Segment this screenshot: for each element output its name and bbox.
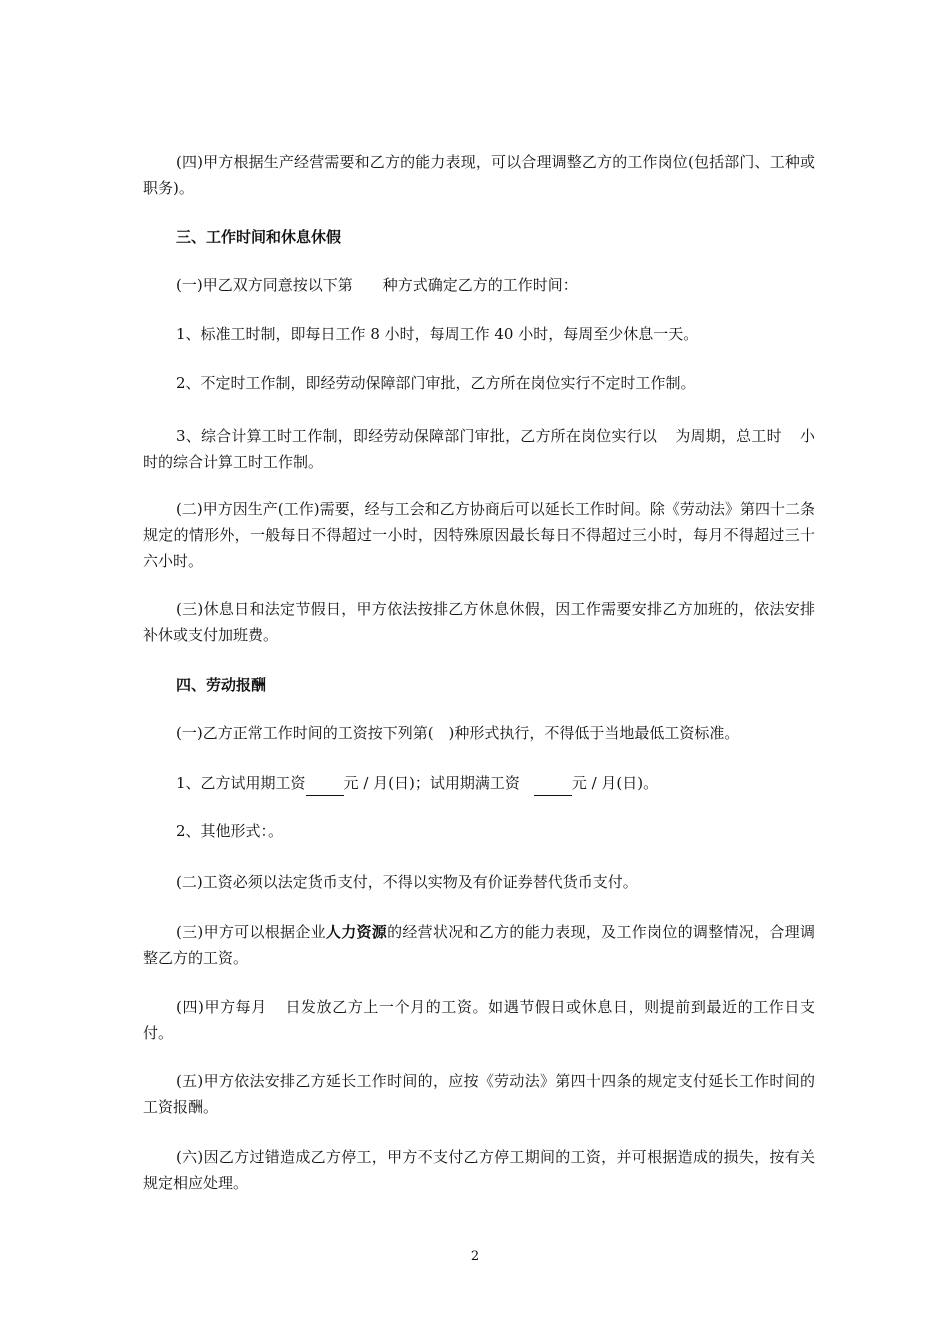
paragraph-job-adjustment: (四)甲方根据生产经营需要和乙方的能力表现，可以合理调整乙方的工作岗位(包括部门、工种或职务)。 bbox=[143, 153, 815, 197]
text-segment: 1、乙方试用期工资 bbox=[176, 774, 306, 792]
regular-wage-blank bbox=[534, 778, 572, 796]
paragraph-overtime-pay: (五)甲方依法安排乙方延长工作时间的，应按《劳动法》第四十四条的规定支付延长工作时间的工资报酬。 bbox=[143, 1072, 815, 1116]
text-segment: 的经营状况和乙方的能力表现，及工作岗位的调整情况，合理调整乙方的工资。 bbox=[143, 923, 815, 967]
paragraph-other-forms: 2、其他形式：。 bbox=[176, 822, 284, 840]
text-segment: (四)甲方每月 bbox=[176, 998, 267, 1016]
text-segment: 元 / 月(日)；试用期满工资 bbox=[343, 774, 520, 792]
section-heading-remuneration: 四、劳动报酬 bbox=[176, 676, 267, 694]
highlight-term: 人力资源 bbox=[325, 923, 388, 941]
text-segment: (一)甲乙双方同意按以下第 bbox=[176, 276, 353, 294]
text-segment: (三)甲方可以根据企业 bbox=[176, 923, 326, 941]
paragraph-comprehensive-hours bbox=[143, 423, 815, 475]
paragraph-legal-currency: (二)工资必须以法定货币支付，不得以实物及有价证券替代货币支付。 bbox=[176, 873, 638, 891]
paragraph-overtime-limits: (二)甲方因生产(工作)需要，经与工会和乙方协商后可以延长工作时间。除《劳动法》第四十二条规定的情形外，一般每日不得超过一小时，因特殊原因最长每日不得超过三小时，每月不得超过三十六小时。 bbox=[143, 500, 815, 570]
text-segment: 种方式确定乙方的工作时间： bbox=[382, 276, 578, 294]
text-segment: 日发放乙方上一个月的工资。如遇节假日或休息日，则提前到最近的工作日支付。 bbox=[143, 998, 815, 1042]
paragraph-working-time-mode bbox=[143, 272, 815, 298]
paragraph-flexible-hours: 2、不定时工作制，即经劳动保障部门审批，乙方所在岗位实行不定时工作制。 bbox=[176, 374, 696, 392]
text-segment: 为周期，总工时 bbox=[675, 427, 782, 445]
paragraph-probation-wage bbox=[143, 770, 815, 796]
text-segment: 小时的综合计算工时工作制。 bbox=[143, 427, 815, 471]
page-number: 2 bbox=[470, 1249, 480, 1264]
paragraph-holidays: (三)休息日和法定节假日，甲方依法按排乙方休息休假，因工作需要安排乙方加班的，依法安排补休或支付加班费。 bbox=[143, 600, 815, 644]
paragraph-wage-adjustment bbox=[143, 919, 815, 971]
probation-wage-blank bbox=[306, 778, 344, 796]
paragraph-payday bbox=[143, 994, 815, 1046]
paragraph-wage-form: (一)乙方正常工作时间的工资按下列第( )种形式执行，不得低于当地最低工资标准。 bbox=[176, 724, 740, 742]
text-segment: 元 / 月(日)。 bbox=[571, 774, 659, 792]
paragraph-standard-hours: 1、标准工时制，即每日工作 8 小时，每周工作 40 小时，每周至少休息一天。 bbox=[176, 325, 699, 343]
text-segment: 3、综合计算工时工作制，即经劳动保障部门审批，乙方所在岗位实行以 bbox=[176, 427, 658, 445]
paragraph-work-stoppage: (六)因乙方过错造成乙方停工，甲方不支付乙方停工期间的工资，并可根据造成的损失，按有关规定相应处理。 bbox=[143, 1148, 815, 1192]
section-heading-working-hours: 三、工作时间和休息休假 bbox=[176, 228, 342, 246]
